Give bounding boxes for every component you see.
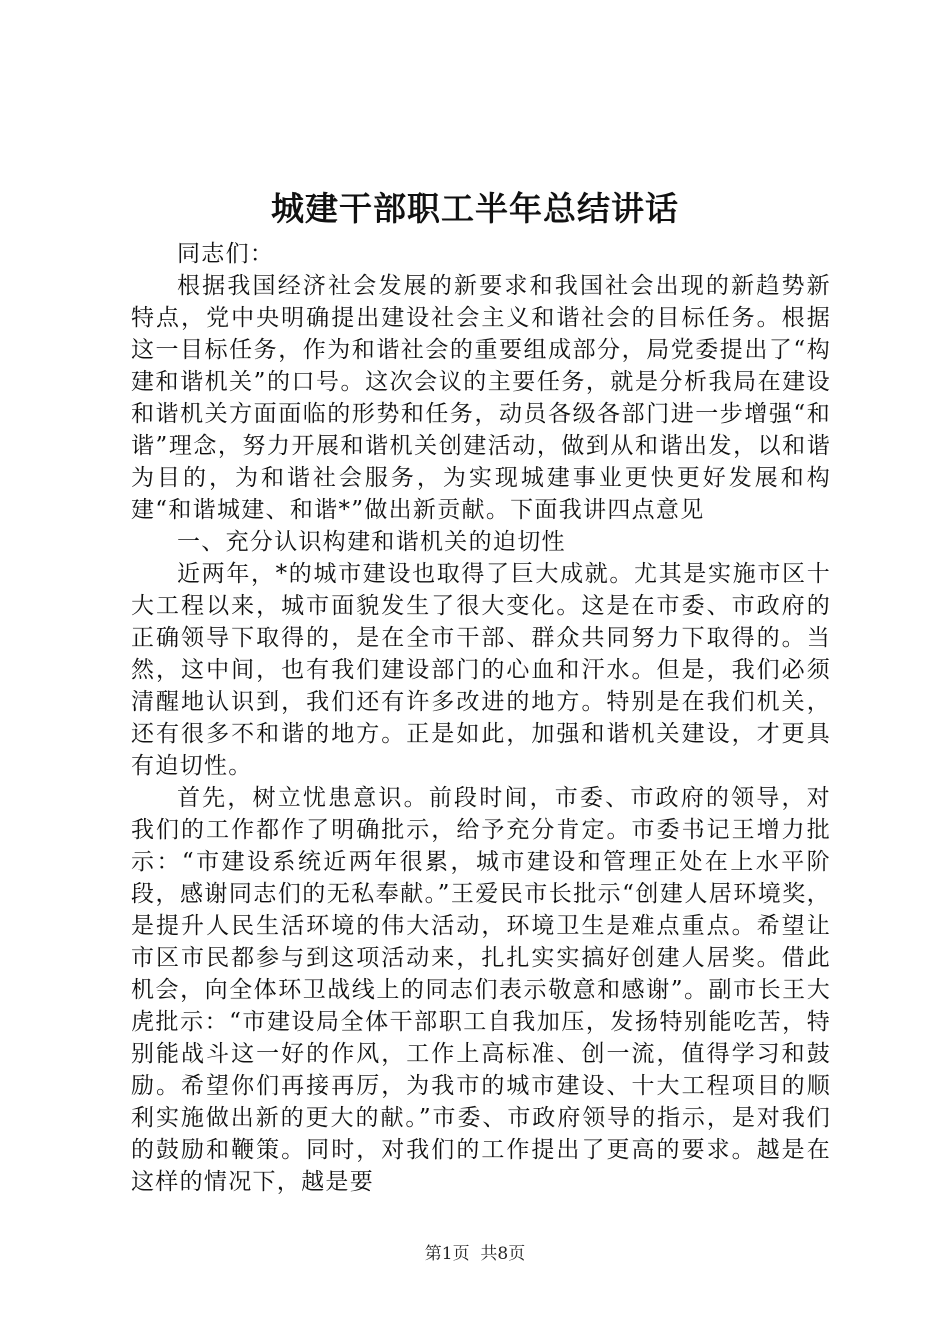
section-heading: 一、充分认识构建和谐机关的迫切性: [177, 529, 566, 555]
greeting-paragraph: 同志们：: [177, 241, 275, 267]
intro-paragraph: 根据我国经济社会发展的新要求和我国社会出现的新趋势新特点，党中央明确提出建设社会主义和谐社会的目标任务。根据这一目标任务，作为和谐社会的重要组成部分，局党委提出了“构建和谐机关”的口号。这次会议的主要任务，就是分析我局在建设和谐机关方面面临的形势和任务，动员各级各部门进一步增强“和谐”理念，努力开展和谐机关创建活动，做到从和谐出发，以和谐为目的，为和谐社会服务，为实现城建事业更快更好发展和构建“和谐城建、和谐*”做出新贡献。下面我讲四点意见: [131, 273, 831, 523]
body-paragraph: 近两年，*的城市建设也取得了巨大成就。尤其是实施市区十大工程以来，城市面貌发生了很大变化。这是在市委、市政府的正确领导下取得的，是在全市干部、群众共同努力下取得的。当然，这中间，也有我们建设部门的心血和汗水。但是，我们必须清醒地认识到，我们还有许多改进的地方。特别是在我们机关，还有很多不和谐的地方。正是如此，加强和谐机关建设，才更具有迫切性。: [131, 561, 831, 779]
page-total: 共8页: [480, 1244, 526, 1264]
document-body: [131, 238, 831, 1198]
page-number: 第1页: [424, 1244, 470, 1264]
page-footer: [0, 1242, 950, 1266]
document-title: 城建干部职工半年总结讲话: [271, 189, 679, 228]
body-paragraph: 首先，树立忧患意识。前段时间，市委、市政府的领导，对我们的工作都作了明确批示，给予充分肯定。市委书记王增力批示：“市建设系统近两年很累，城市建设和管理正处在上水平阶段，感谢同志们的无私奉献。”王爱民市长批示“创建人居环境奖，是提升人民生活环境的伟大活动，环境卫生是难点重点。希望让市区市民都参与到这项活动来，扎扎实实搞好创建人居奖。借此机会，向全体环卫战线上的同志们表示敬意和感谢”。副市长王大虎批示：“市建设局全体干部职工自我加压，发扬特别能吃苦，特别能战斗这一好的作风，工作上高标准、创一流，值得学习和鼓励。希望你们再接再厉，为我市的城市建设、十大工程项目的顺利实施做出新的更大的献。”市委、市政府领导的指示，是对我们的鼓励和鞭策。同时，对我们的工作提出了更高的要求。越是在这样的情况下，越是要: [131, 785, 831, 1195]
